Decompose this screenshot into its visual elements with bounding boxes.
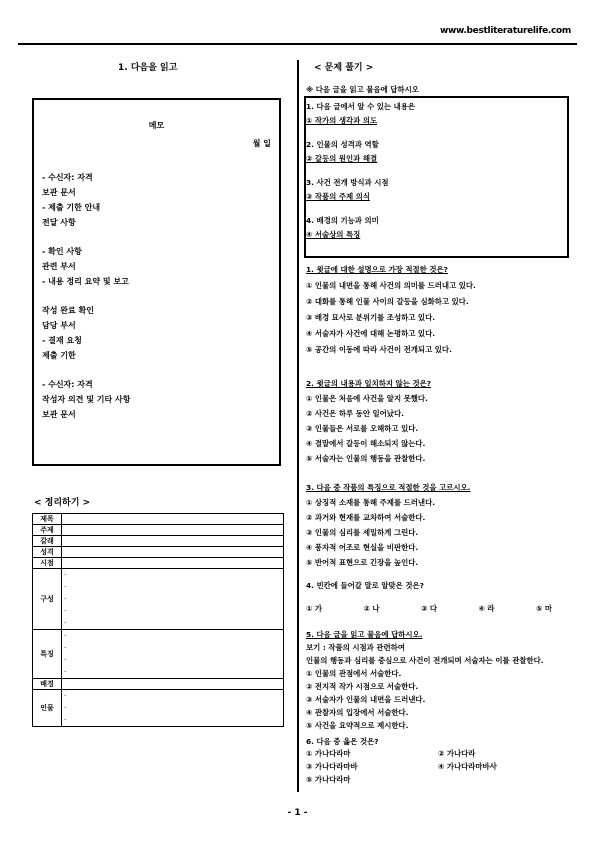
question-3	[306, 480, 572, 570]
option: ② 나	[363, 604, 380, 613]
passage-line: 4. 배경의 기능과 의미	[306, 216, 379, 225]
question-6-options	[306, 747, 572, 786]
table-value	[62, 558, 284, 569]
question-stem: 1. 윗글에 대한 설명으로 가장 적절한 것은?	[306, 265, 448, 274]
passage-line	[306, 204, 572, 214]
summary-table	[32, 513, 284, 727]
passage-line: ② 갈등의 원인과 해결	[306, 154, 378, 163]
question-option: ① 상징적 소재를 통해 주제를 드러낸다.	[306, 498, 436, 507]
passage-line: 3. 사건 전개 방식과 시점	[306, 178, 389, 187]
option: ④ 가나다라마바사	[438, 762, 497, 771]
table-bullet: ·	[64, 656, 67, 664]
question-option: ② 전지적 작가 시점으로 서술한다.	[306, 682, 419, 691]
table-key: 배경	[33, 679, 62, 690]
memo-line: - 결재 요청	[42, 336, 82, 345]
question-option: ② 대화를 통해 인물 사이의 갈등을 심화하고 있다.	[306, 297, 469, 306]
question-option: ③ 서술자가 인물의 내면을 드러낸다.	[306, 695, 426, 704]
passage-line: 2. 인물의 성격과 역할	[306, 140, 379, 149]
question-option: ⑤ 공간의 이동에 따라 사건이 전개되고 있다.	[306, 345, 452, 354]
table-bullet	[64, 559, 281, 568]
table-bullet: ·	[64, 716, 67, 724]
option: ① 가나다라마	[306, 749, 351, 758]
column-divider	[297, 60, 299, 792]
question-6-stem: 6. 다음 중 옳은 것은?	[306, 737, 379, 746]
option-row	[306, 747, 572, 760]
option: ① 가	[306, 604, 322, 613]
table-bullet: ·	[64, 583, 67, 591]
question-option: ② 사건은 하루 동안 일어났다.	[306, 409, 404, 418]
question-option: ⑤ 반어적 표현으로 긴장을 높인다.	[306, 558, 419, 567]
memo-box	[32, 98, 281, 466]
question-4-stem: 4. 빈칸에 들어갈 말로 알맞은 것은?	[306, 581, 424, 590]
table-bullet	[64, 680, 281, 689]
table-row	[33, 525, 284, 536]
question-6	[306, 736, 572, 786]
table-bullet: ·	[64, 704, 67, 712]
passage-line: ④ 서술상의 특징	[306, 230, 361, 239]
table-key: 특징	[33, 630, 62, 679]
option: ③ 가나다라마바	[306, 762, 358, 771]
question-option: ② 과거와 현재를 교차하여 서술한다.	[306, 513, 426, 522]
table-row	[33, 514, 284, 525]
question-option: ① 인물은 처음에 사건을 알지 못했다.	[306, 394, 428, 403]
header-rule	[18, 43, 577, 45]
table-key: 인물	[33, 690, 62, 727]
table-bullet: ·	[64, 607, 67, 615]
question-stem: 2. 윗글의 내용과 일치하지 않는 것은?	[306, 379, 432, 388]
table-row	[33, 569, 284, 630]
memo-line: - 제출 기한 안내	[42, 203, 101, 212]
table-bullet	[64, 548, 281, 557]
memo-line: - 확인 사항	[42, 247, 82, 256]
question-option: ③ 인물들은 서로를 오해하고 있다.	[306, 424, 419, 433]
question-option: ① 인물의 내면을 통해 사건의 의미를 드러내고 있다.	[306, 281, 476, 290]
passage-line	[306, 128, 572, 138]
table-value	[62, 514, 284, 525]
memo-line: - 수신자: 자격	[42, 173, 93, 182]
table-bullet: ·	[64, 644, 67, 652]
option: ② 가나다라	[438, 749, 476, 758]
memo-lines	[42, 170, 271, 422]
passage-lines	[306, 100, 572, 242]
memo-line: 보관 문서	[42, 410, 76, 419]
question-option: ⑤ 서술자는 인물의 행동을 관찰한다.	[306, 454, 426, 463]
memo-line	[42, 363, 271, 377]
option	[438, 773, 570, 786]
option: ⑤ 가나다라마	[306, 775, 351, 784]
question-option: ③ 배경 묘사로 분위기를 조성하고 있다.	[306, 313, 436, 322]
table-key: 갈래	[33, 536, 62, 547]
memo-line	[42, 230, 271, 244]
table-key: 주제	[33, 525, 62, 536]
table-value	[62, 630, 284, 679]
option: ④ 라	[478, 604, 495, 613]
option-row	[306, 760, 572, 773]
table-bullet	[64, 515, 281, 524]
table-bullet: ·	[64, 632, 67, 640]
table-value	[62, 525, 284, 536]
memo-line: 작성자 의견 및 기타 사항	[42, 395, 131, 404]
memo-line: 보관 문서	[42, 188, 76, 197]
table-value	[62, 536, 284, 547]
question-2	[306, 376, 572, 466]
table-value	[62, 569, 284, 630]
question-option: ① 인물의 관점에서 서술한다.	[306, 669, 402, 678]
header-url: www.bestliteraturelife.com	[439, 26, 571, 36]
table-key: 제목	[33, 514, 62, 525]
table-key: 성격	[33, 547, 62, 558]
table-row	[33, 679, 284, 690]
option-row	[306, 773, 572, 786]
memo-line: 전달 사항	[42, 218, 76, 227]
table-bullet	[64, 526, 281, 535]
memo-title: 메모	[148, 121, 165, 130]
question-4-options	[306, 603, 552, 614]
table-bullet	[64, 537, 281, 546]
right-section-title: < 문제 풀기 >	[314, 63, 374, 73]
passage-line: ③ 작품의 주제 의식	[306, 192, 370, 201]
memo-line: 작성 완료 확인	[42, 306, 94, 315]
table-value	[62, 690, 284, 727]
table-row	[33, 558, 284, 569]
question-option: ④ 관찰자의 입장에서 서술한다.	[306, 708, 409, 717]
left-section-title: 1. 다음을 읽고	[118, 63, 178, 73]
passage-line: 1. 다음 글에서 알 수 있는 내용은	[306, 102, 416, 111]
table-bullet: ·	[64, 595, 67, 603]
table-value	[62, 547, 284, 558]
passage-line	[306, 166, 572, 176]
table-row	[33, 547, 284, 558]
question-4	[306, 580, 572, 614]
question-5	[306, 628, 572, 732]
option: ③ 다	[421, 604, 437, 613]
question-option: ③ 인물의 심리를 세밀하게 그린다.	[306, 528, 419, 537]
table-value	[62, 679, 284, 690]
table-bullet: ·	[64, 619, 67, 627]
question-1	[306, 262, 572, 358]
table-title: < 정리하기 >	[34, 498, 91, 508]
passage-line: ① 작가의 생각과 의도	[306, 116, 378, 125]
memo-line: 관련 부서	[42, 262, 76, 271]
table-row	[33, 690, 284, 727]
question-option: ④ 결말에서 갈등이 해소되지 않는다.	[306, 439, 426, 448]
table-bullet: ·	[64, 668, 67, 676]
question-stem: 3. 다음 중 작품의 특징으로 적절한 것을 고르시오.	[306, 483, 471, 492]
question-option: 인물의 행동과 심리를 중심으로 사건이 전개되며 서술자는 이를 관찰한다.	[306, 656, 544, 665]
option: ⑤ 마	[536, 604, 552, 613]
table-bullet: ·	[64, 571, 67, 579]
question-option: ④ 풍자적 어조로 현실을 비판한다.	[306, 543, 419, 552]
table-row	[33, 536, 284, 547]
question-option: 보기 : 작품의 시점과 관련하여	[306, 643, 405, 652]
question-intro: ※ 다음 글을 읽고 물음에 답하시오	[306, 85, 419, 94]
table-key: 구성	[33, 569, 62, 630]
question-stem: 5. 다음 글을 읽고 물음에 답하시오.	[306, 630, 423, 639]
memo-line: - 수신자: 자격	[42, 380, 93, 389]
memo-date: 월 일	[252, 139, 271, 148]
question-option: ⑤ 사건을 요약적으로 제시한다.	[306, 721, 409, 730]
memo-line: 담당 부서	[42, 321, 76, 330]
memo-line	[42, 289, 271, 303]
table-bullet: ·	[64, 692, 67, 700]
table-row	[33, 630, 284, 679]
table-key: 시점	[33, 558, 62, 569]
question-option: ④ 서술자가 사건에 대해 논평하고 있다.	[306, 329, 436, 338]
memo-line: - 내용 정리 요약 및 보고	[42, 277, 129, 286]
memo-line: 제출 기한	[42, 351, 76, 360]
page-number: - 1 -	[287, 808, 308, 818]
